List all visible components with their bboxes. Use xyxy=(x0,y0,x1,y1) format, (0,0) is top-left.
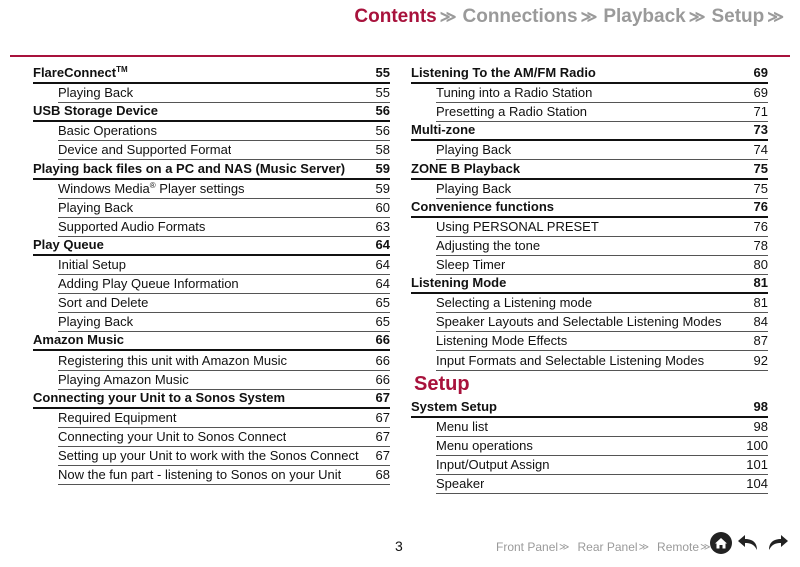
toc-entry-title-text: Playing Amazon Music xyxy=(58,371,189,387)
toc-entry-page: 74 xyxy=(753,142,768,158)
toc-entry-playing-back[interactable] xyxy=(436,141,768,160)
bottom-navigation xyxy=(496,540,719,554)
toc-entry-page: 101 xyxy=(746,456,768,472)
toc-entry-title xyxy=(436,352,704,369)
toc-entry-title-text: Listening To the AM/FM Radio xyxy=(411,65,596,81)
toc-entry-convenience-functions[interactable] xyxy=(411,199,768,218)
nav-setup[interactable] xyxy=(711,6,790,28)
toc-entry-title-text: Sleep Timer xyxy=(436,257,506,273)
toc-entry-sort-and-delete[interactable] xyxy=(58,294,390,313)
toc-entry-title xyxy=(436,237,540,254)
toc-entry-title xyxy=(58,409,177,426)
section-title-setup: Setup xyxy=(414,373,470,395)
toc-entry-title xyxy=(436,141,511,158)
toc-entry-playing-back[interactable] xyxy=(58,84,390,103)
toc-right-column xyxy=(411,65,768,494)
toc-entry-connecting-your-unit-to-sonos-connect[interactable] xyxy=(58,428,390,447)
toc-entry-page: 84 xyxy=(753,314,768,330)
toc-entry-title-text: Setting up your Unit to work with the Sonos Connect xyxy=(58,447,359,463)
toc-entry-title-text: Speaker Layouts and Selectable Listening Modes xyxy=(436,314,722,330)
toc-entry-title xyxy=(58,141,231,158)
top-navigation xyxy=(354,4,790,30)
footer-link-rear-panel[interactable] xyxy=(578,540,650,554)
toc-entry-title xyxy=(436,456,549,473)
toc-entry-title-text: Windows Media xyxy=(58,180,150,196)
toc-entry-title xyxy=(436,218,599,235)
toc-entry-page: 100 xyxy=(746,437,768,453)
toc-entry-listening-mode[interactable] xyxy=(411,275,768,294)
toc-entry-listening-mode-effects[interactable] xyxy=(436,332,768,351)
toc-entry-connecting-your-unit-to-a-sonos-system[interactable] xyxy=(33,390,390,409)
toc-entry-page: 64 xyxy=(375,257,390,273)
toc-entry-title xyxy=(58,84,133,101)
chevron-right-icon: ≫ xyxy=(688,9,706,26)
toc-entry-title-text: Input Formats and Selectable Listening Modes xyxy=(436,352,705,368)
superscript-mark: TM xyxy=(116,65,128,75)
toc-entry-title-text: Playing Back xyxy=(436,142,512,158)
nav-label: Connections xyxy=(462,6,578,27)
toc-entry-usb-storage-device[interactable] xyxy=(33,103,390,122)
toc-entry-title xyxy=(436,475,484,492)
toc-entry-page: 98 xyxy=(753,398,768,414)
toc-entry-title-text: Speaker xyxy=(436,475,485,491)
toc-entry-menu-list[interactable] xyxy=(436,418,768,437)
toc-entry-play-queue[interactable] xyxy=(33,237,390,256)
toc-entry-setting-up-your-unit-to-work-with-the-sonos-connect[interactable] xyxy=(58,447,390,466)
toc-entry-listening-to-the-am-fm-radio[interactable] xyxy=(411,65,768,84)
toc-entry-title-text: Presetting a Radio Station xyxy=(436,104,588,120)
toc-entry-initial-setup[interactable] xyxy=(58,256,390,275)
footer-icons xyxy=(708,530,792,556)
toc-entry-title xyxy=(58,122,157,139)
toc-entry-title xyxy=(436,313,721,330)
toc-entry-page: 69 xyxy=(753,85,768,101)
toc-entry-title-text: Listening Mode Effects xyxy=(436,333,568,349)
toc-entry-title xyxy=(411,160,520,177)
toc-entry-title-text: Device and Supported Format xyxy=(58,142,232,158)
toc-entry-page: 87 xyxy=(753,333,768,349)
toc-entry-title-text: Initial Setup xyxy=(58,257,126,273)
toc-entry-title-text: Connecting your Unit to Sonos Connect xyxy=(58,428,287,444)
toc-entry-title xyxy=(411,274,506,291)
toc-entry-title-text: Adding Play Queue Information xyxy=(58,276,239,292)
chevron-right-icon: ≫ xyxy=(559,541,570,553)
chevron-right-icon: ≫ xyxy=(439,9,457,26)
toc-entry-title xyxy=(411,121,475,138)
toc-entry-title-text: Selecting a Listening mode xyxy=(436,295,593,311)
toc-entry-page: 67 xyxy=(375,409,390,425)
toc-entry-title-text: Play Queue xyxy=(33,236,104,252)
toc-entry-playing-back[interactable] xyxy=(58,199,390,218)
toc-entry-title-suffix: Player settings xyxy=(155,180,245,196)
chevron-right-icon: ≫ xyxy=(767,9,784,26)
superscript-mark: ® xyxy=(149,180,156,190)
toc-entry-page: 65 xyxy=(375,314,390,330)
toc-entry-title-text: Playing Back xyxy=(58,314,134,330)
toc-entry-presetting-a-radio-station[interactable] xyxy=(436,103,768,122)
toc-entry-page: 76 xyxy=(753,198,768,214)
nav-connections[interactable] xyxy=(463,6,604,28)
toc-entry-title-text: Basic Operations xyxy=(58,123,157,139)
toc-entry-title xyxy=(436,103,587,120)
footer-link-label: Rear Panel xyxy=(577,540,638,554)
toc-entry-speaker[interactable] xyxy=(436,475,768,494)
nav-label: Playback xyxy=(603,6,686,27)
toc-entry-title xyxy=(33,102,158,119)
toc-entry-page: 92 xyxy=(753,352,768,368)
toc-entry-page: 59 xyxy=(375,180,390,196)
toc-entry-input-formats-and-selectable-listening-modes[interactable] xyxy=(436,351,768,370)
toc-entry-page: 81 xyxy=(753,275,768,291)
toc-entry-title-text: Now the fun part - listening to Sonos on your Unit xyxy=(58,467,342,483)
toc-entry-adding-play-queue-information[interactable] xyxy=(58,275,390,294)
toc-entry-page: 60 xyxy=(375,199,390,215)
chevron-right-icon: ≫ xyxy=(700,541,711,553)
toc-entry-using-personal-preset[interactable] xyxy=(436,218,768,237)
toc-entry-page: 66 xyxy=(375,371,390,387)
toc-entry-multi-zone[interactable] xyxy=(411,122,768,141)
toc-entry-speaker-layouts-and-selectable-listening-modes[interactable] xyxy=(436,313,768,332)
toc-entry-flareconnect[interactable] xyxy=(33,65,390,84)
toc-entry-tuning-into-a-radio-station[interactable] xyxy=(436,84,768,103)
toc-entry-system-setup[interactable] xyxy=(411,399,768,418)
toc-entry-page: 55 xyxy=(375,65,390,81)
toc-entry-title-text: Connecting your Unit to a Sonos System xyxy=(33,389,286,405)
toc-entry-page: 69 xyxy=(753,65,768,81)
toc-entry-page: 59 xyxy=(375,160,390,176)
toc-entry-title xyxy=(436,418,488,435)
toc-entry-title xyxy=(58,294,148,311)
toc-entry-title xyxy=(411,198,554,215)
redo-icon[interactable] xyxy=(764,530,790,556)
toc-entry-page: 65 xyxy=(375,295,390,311)
toc-entry-title-text: Playing Back xyxy=(58,199,134,215)
header-divider xyxy=(10,55,790,57)
home-icon[interactable] xyxy=(708,530,734,556)
toc-entry-sleep-timer[interactable] xyxy=(436,256,768,275)
toc-entry-title xyxy=(58,447,359,464)
page-number: 3 xyxy=(395,538,403,554)
toc-entry-page: 80 xyxy=(753,257,768,273)
footer-link-remote[interactable] xyxy=(657,540,711,554)
toc-entry-page: 56 xyxy=(375,103,390,119)
toc-entry-title xyxy=(58,180,245,197)
toc-entry-title-text: Registering this unit with Amazon Music xyxy=(58,352,288,368)
back-icon[interactable] xyxy=(736,530,762,556)
toc-entry-title xyxy=(58,466,341,483)
toc-entry-page: 56 xyxy=(375,123,390,139)
toc-entry-amazon-music[interactable] xyxy=(33,332,390,351)
toc-entry-title-text: System Setup xyxy=(411,398,497,414)
nav-label: Setup xyxy=(711,6,765,27)
toc-entry-title-text: Using PERSONAL PRESET xyxy=(436,218,599,234)
toc-entry-menu-operations[interactable] xyxy=(436,437,768,456)
footer-link-front-panel[interactable] xyxy=(496,540,570,554)
nav-playback[interactable] xyxy=(603,6,711,28)
toc-entry-title-text: FlareConnect xyxy=(33,65,117,81)
toc-entry-playing-back[interactable] xyxy=(436,180,768,199)
toc-entry-required-equipment[interactable] xyxy=(58,409,390,428)
toc-entry-page: 78 xyxy=(753,237,768,253)
toc-entry-title xyxy=(436,294,592,311)
toc-entry-title-text: Playing Back xyxy=(436,180,512,196)
toc-entry-page: 75 xyxy=(753,160,768,176)
toc-entry-page: 66 xyxy=(375,332,390,348)
toc-entry-input-output-assign[interactable] xyxy=(436,456,768,475)
toc-entry-title-text: Required Equipment xyxy=(58,409,177,425)
toc-entry-title xyxy=(58,352,287,369)
toc-entry-title xyxy=(436,256,505,273)
toc-entry-title xyxy=(436,332,567,349)
toc-entry-page: 81 xyxy=(753,295,768,311)
toc-entry-playing-back[interactable] xyxy=(58,313,390,332)
footer-link-label: Front Panel xyxy=(496,540,559,554)
toc-entry-title xyxy=(33,64,128,81)
toc-entry-title xyxy=(436,437,533,454)
toc-entry-page: 76 xyxy=(753,218,768,234)
toc-entry-page: 63 xyxy=(375,218,390,234)
toc-entry-title xyxy=(436,180,511,197)
toc-entry-page: 67 xyxy=(375,389,390,405)
toc-entry-title-text: ZONE B Playback xyxy=(411,160,521,176)
toc-entry-title-text: Playing back files on a PC and NAS (Music Server) xyxy=(33,160,346,176)
toc-entry-basic-operations[interactable] xyxy=(58,122,390,141)
toc-entry-page: 71 xyxy=(753,104,768,120)
toc-entry-title-text: Playing Back xyxy=(58,85,134,101)
toc-entry-title xyxy=(58,371,189,388)
toc-entry-title-text: Convenience functions xyxy=(411,198,555,214)
toc-entry-title xyxy=(58,275,239,292)
toc-entry-title xyxy=(58,218,205,235)
toc-entry-title xyxy=(33,160,345,177)
toc-entry-windows-media-player-settings[interactable] xyxy=(58,180,390,199)
nav-contents[interactable] xyxy=(354,6,462,28)
toc-entry-supported-audio-formats[interactable] xyxy=(58,218,390,237)
toc-entry-title-text: Adjusting the tone xyxy=(436,237,541,253)
toc-entry-page: 104 xyxy=(746,475,768,491)
toc-entry-adjusting-the-tone[interactable] xyxy=(436,237,768,256)
toc-entry-title-text: Supported Audio Formats xyxy=(58,218,206,234)
toc-entry-selecting-a-listening-mode[interactable] xyxy=(436,294,768,313)
toc-entry-title-text: USB Storage Device xyxy=(33,103,158,119)
toc-entry-title xyxy=(33,331,124,348)
chevron-right-icon: ≫ xyxy=(638,541,650,553)
toc-entry-title xyxy=(436,84,592,101)
footer-link-label: Remote xyxy=(657,540,700,554)
toc-entry-title xyxy=(33,236,104,253)
toc-entry-title-text: Amazon Music xyxy=(33,332,125,348)
toc-entry-playing-amazon-music[interactable] xyxy=(58,371,390,390)
toc-entry-page: 67 xyxy=(375,447,390,463)
toc-entry-title-text: Tuning into a Radio Station xyxy=(436,85,593,101)
toc-entry-page: 75 xyxy=(753,180,768,196)
toc-entry-title xyxy=(58,199,133,216)
toc-entry-playing-back-files-on-a-pc-and-nas-music-server[interactable] xyxy=(33,160,390,179)
toc-entry-page: 73 xyxy=(753,122,768,138)
toc-entry-title-text: Menu operations xyxy=(436,437,533,453)
toc-entry-title xyxy=(58,256,126,273)
toc-entry-title-text: Menu list xyxy=(436,418,489,434)
toc-entry-zone-b-playback[interactable] xyxy=(411,160,768,179)
toc-entry-title-text: Sort and Delete xyxy=(58,295,149,311)
nav-label: Contents xyxy=(354,6,437,27)
toc-entry-page: 64 xyxy=(375,276,390,292)
toc-entry-title-text: Multi-zone xyxy=(411,122,476,138)
toc-entry-page: 64 xyxy=(375,236,390,252)
chevron-right-icon: ≫ xyxy=(580,9,598,26)
toc-entry-page: 55 xyxy=(375,85,390,101)
toc-entry-page: 67 xyxy=(375,428,390,444)
toc-entry-registering-this-unit-with-amazon-music[interactable] xyxy=(58,351,390,370)
toc-left-column xyxy=(33,65,390,485)
toc-entry-page: 58 xyxy=(375,142,390,158)
toc-entry-page: 98 xyxy=(753,418,768,434)
toc-entry-page: 66 xyxy=(375,352,390,368)
toc-entry-title xyxy=(33,389,285,406)
toc-entry-page: 68 xyxy=(375,467,390,483)
toc-entry-device-and-supported-format[interactable] xyxy=(58,141,390,160)
toc-entry-title-text: Input/Output Assign xyxy=(436,456,550,472)
toc-entry-title xyxy=(411,64,596,81)
toc-entry-title xyxy=(58,313,133,330)
toc-entry-now-the-fun-part-listening-to-sonos-on-your-unit[interactable] xyxy=(58,466,390,485)
toc-entry-title xyxy=(411,398,497,415)
toc-entry-title-text: Listening Mode xyxy=(411,275,507,291)
toc-entry-title xyxy=(58,428,286,445)
